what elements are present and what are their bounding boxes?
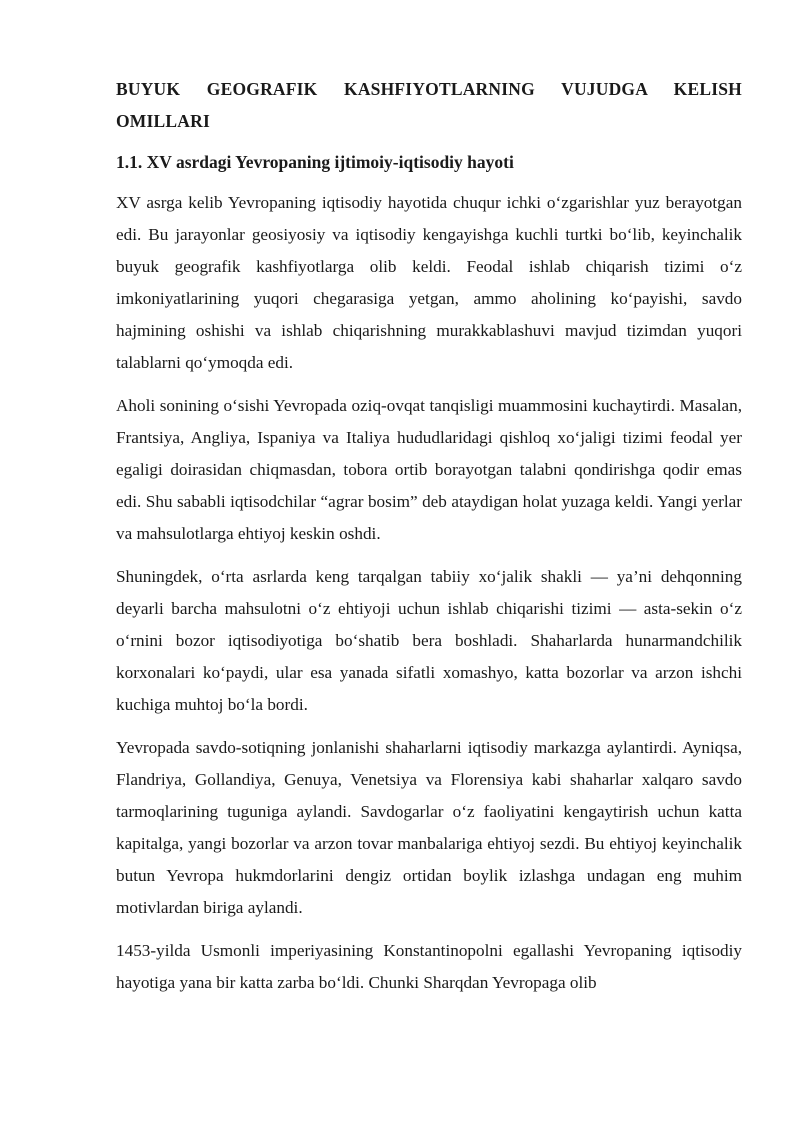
paragraph-2: Aholi sonining o‘sishi Yevropada oziq-ovqat tanqisligi muammosini kuchaytirdi. Masalan, Frantsiya, Angliya, Ispaniya va Italiya hududlaridagi qishloq xo‘jaligi tizimi feodal yer egaligi doirasidan chiqmasdan, tobora ortib borayotgan talabni qondirishga qodir emas edi. Shu sababli iqtisodchilar “agrar bosim” deb ataydigan holat yuzaga keldi. Yangi yerlar va mahsulotlarga ehtiyoj keskin oshdi. — [116, 396, 742, 543]
section-heading: 1.1. XV asrdagi Yevropaning ijtimoiy-iqtisodiy hayoti — [116, 152, 514, 172]
paragraph-1: XV asrga kelib Yevropaning iqtisodiy hayotida chuqur ichki o‘zgarishlar yuz berayotgan edi. Bu jarayonlar geosiyosiy va iqtisodiy kengayishga kuchli turtki bo‘lib, keyinchalik buyuk geografik kashfiyotlarga olib keldi. Feodal ishlab chiqarish tizimi o‘z imkoniyatlarining yuqori chegarasiga yetgan, ammo aholining ko‘payishi, savdo hajmining oshishi va ishlab chiqarishning murakkablashuvi mavjud tizimdan yuqori talablarni qo‘ymoqda edi. — [116, 193, 742, 372]
paragraph-4: Yevropada savdo-sotiqning jonlanishi shaharlarni iqtisodiy markazga aylantirdi. Ayniqsa, Flandriya, Gollandiya, Genuya, Venetsiya va Florensiya kabi shaharlar xalqaro savdo tarmoqlarining tuguniga aylandi. Savdogarlar o‘z faoliyatini kengaytirish uchun katta kapitalga, yangi bozorlar va arzon tovar manbalariga ehtiyoj sezdi. Bu ehtiyoj keyinchalik butun Yevropa hukmdorlarini dengiz ortidan boylik izlashga undagan eng muhim motivlardan biriga aylandi. — [116, 738, 742, 917]
document-title: BUYUK GEOGRAFIK KASHFIYOTLARNING VUJUDGA KELISH OMILLARI — [116, 79, 742, 131]
paragraph-5: 1453-yilda Usmonli imperiyasining Konstantinopolni egallashi Yevropaning iqtisodiy hayotiga yana bir katta zarba bo‘ldi. Chunki Sharqdan Yevropaga olib — [116, 941, 742, 992]
paragraph-3: Shuningdek, o‘rta asrlarda keng tarqalgan tabiiy xo‘jalik shakli — ya’ni dehqonning deyarli barcha mahsulotni o‘z ehtiyoji uchun ishlab chiqarishi tizimi — asta-sekin o‘z o‘rnini bozor iqtisodiyotiga bo‘shatib bera boshladi. Shaharlarda hunarmandchilik korxonalari ko‘paydi, ular esa yanada sifatli xomashyo, katta bozorlar va arzon ishchi kuchiga muhtoj bo‘la bordi. — [116, 567, 742, 714]
